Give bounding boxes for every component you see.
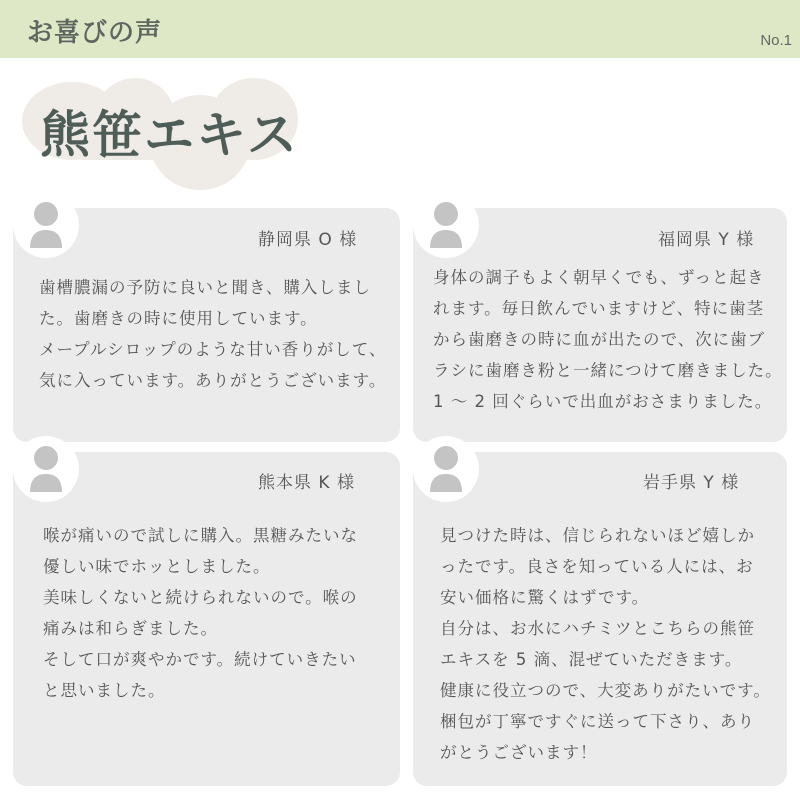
- review-text: [43, 520, 358, 706]
- page-number: No.1: [760, 32, 792, 49]
- review-line: 梱包が丁寧ですぐに送って下さり、あり: [440, 712, 755, 731]
- review-line: メープルシロップのような甘い香りがして、: [39, 340, 387, 359]
- review-line: 優しい味でホッとしました。: [43, 557, 271, 576]
- reviewer-name: 静岡県 O 様: [258, 230, 358, 250]
- review-line: エキスを 5 滴、混ぜていただきます。: [440, 650, 743, 669]
- review-line: 身体の調子もよく朝早くでも、ずっと起き: [433, 268, 765, 287]
- person-icon: [13, 436, 79, 502]
- review-line: 見つけた時は、信じられないほど嬉しか: [440, 526, 755, 545]
- product-title: 熊笹エキス: [40, 106, 299, 164]
- review-line: 健康に役立つので、大変ありがたいです。: [440, 681, 771, 700]
- person-icon: [13, 192, 79, 258]
- review-line: と思いました。: [43, 681, 166, 700]
- review-line: から歯磨きの時に血が出たので、次に歯ブ: [433, 330, 766, 349]
- header-bar: [0, 0, 800, 58]
- review-line: 喉が痛いので試しに購入。黒糖みたいな: [43, 526, 358, 545]
- review-line: 自分は、お水にハチミツとこちらの熊笹: [440, 619, 755, 638]
- review-line: 1 ～ 2 回ぐらいで出血がおさまりました。: [433, 392, 773, 411]
- reviewer-name: 熊本県 K 様: [258, 473, 355, 493]
- page-title: お喜びの声: [27, 18, 163, 48]
- review-line: 美味しくないと続けられないので。喉の: [43, 588, 358, 607]
- person-icon: [413, 192, 479, 258]
- review-line: 歯槽膿漏の予防に良いと聞き、購入しまし: [39, 278, 371, 297]
- reviewer-name: 岩手県 Y 様: [643, 473, 740, 493]
- review-line: れます。毎日飲んでいますけど、特に歯茎: [433, 299, 765, 318]
- reviewer-name: 福岡県 Y 様: [658, 230, 755, 250]
- review-line: ラシに歯磨き粉と一緒につけて磨きました。: [433, 361, 783, 380]
- review-line: た。歯磨きの時に使用しています。: [39, 309, 318, 328]
- review-line: そして口が爽やかです。続けていきたい: [43, 650, 357, 669]
- review-line: 気に入っています。ありがとうございます。: [39, 371, 387, 390]
- review-text: [440, 520, 771, 768]
- person-icon: [413, 436, 479, 502]
- review-line: ったです。良さを知っている人には、お: [440, 557, 754, 576]
- review-text: [433, 262, 783, 417]
- review-text: [39, 272, 386, 396]
- review-line: がとうございます！: [440, 743, 598, 762]
- review-line: 痛みは和らぎました。: [43, 619, 218, 638]
- review-line: 安い価格に驚くはずです。: [440, 588, 650, 607]
